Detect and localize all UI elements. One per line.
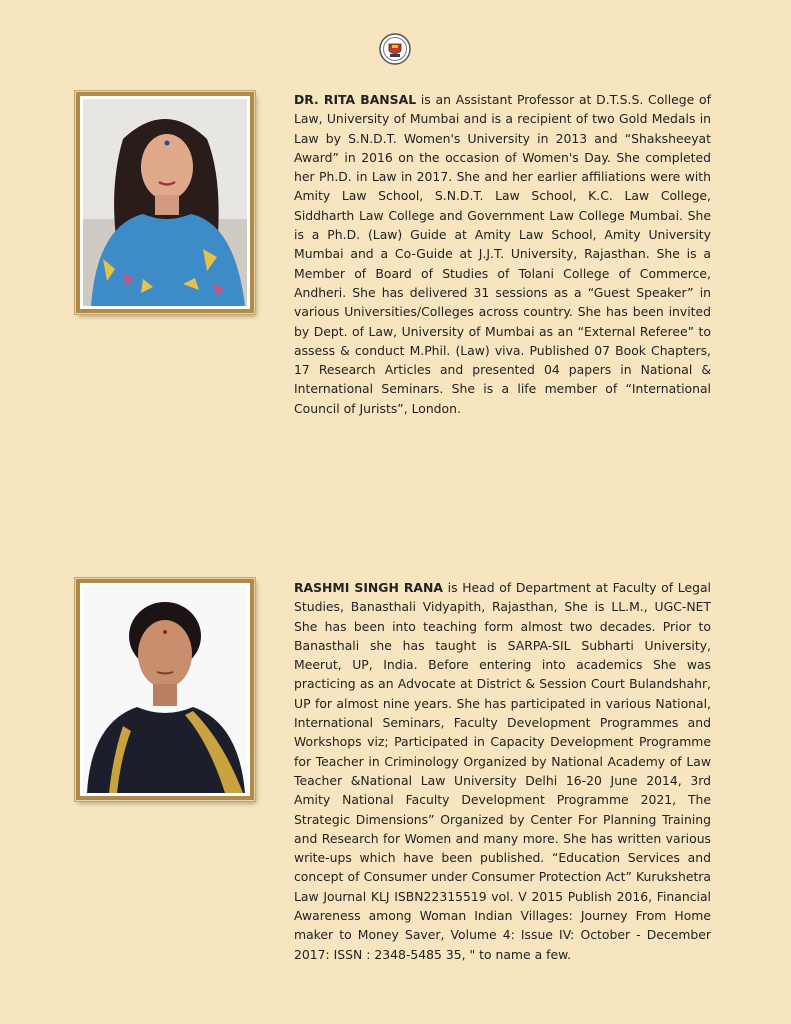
profile-photo-rashmi-singh-rana xyxy=(76,579,254,800)
profile-name: RASHMI SINGH RANA xyxy=(294,580,443,595)
profile-photo-rita-bansal xyxy=(76,92,254,313)
profile-description: is an Assistant Professor at D.T.S.S. College of Law, University of Mumbai and is a recipient of two Gold Medals in Law by S.N.D.T. Women's University in 2013 and “Shaksheeyat Award” in 2016 on the occasion of Women's Day. She completed her Ph.D. in Law in 2017. She and her earlier affiliations were with Amity Law School, S.N.D.T. Law School, K.C. Law College, Siddharth Law College and Government Law College Mumbai. She is a Ph.D. (Law) Guide at Amity Law School, Amity University Mumbai and a Co-Guide at J.J.T. University, Rajasthan. She is a Member of Board of Studies of Tolani College of Commerce, Andheri. She has delivered 31 sessions as a “Guest Speaker” in various Universities/Colleges across country. She has been invited by Dept. of Law, University of Mumbai as an “External Referee” to assess & conduct M.Phil. (Law) viva. Published 07 Book Chapters, 17 Research Articles and presented 04 papers in National & International Seminars. She is a life member of “International Council of Jurists”, London. xyxy=(294,92,711,416)
profile-bio-rita-bansal xyxy=(294,90,711,418)
profile-description: is Head of Department at Faculty of Legal Studies, Banasthali Vidyapith, Rajasthan, She is LL.M., UGC-NET She has been into teaching form almost two decades. Prior to Banasthali she has taught is SARPA-SIL Subharti University, Meerut, UP, India. Before entering into academics She was practicing as an Advocate at District & Session Court Bulandshahr, UP for almost nine years. She has participated in various National, International Seminars, Faculty Development Programmes and Workshops viz; Participated in Capacity Development Programme for Teacher in Criminology Organized by National Academy of Law Teacher &National Law University Delhi 16-20 June 2014, 3rd Amity National Faculty Development Programme 2021, The Strategic Dimensions” Organized by Center For Planning Training and Research for Women and many more. She has written various write-ups which have been published. “Education Services and concept of Consumer under Consumer Protection Act” Kurukshetra Law Journal KLJ ISBN22315519 vol. V 2015 Publish 2016, Financial Awareness among Woman Indian Villages: Journey From Home maker to Money Saver, Volume 4: Issue IV: October - December 2017: ISSN : 2348-5485 35, " to name a few. xyxy=(294,580,711,962)
profile-name: DR. RITA BANSAL xyxy=(294,92,417,107)
institution-emblem-icon xyxy=(379,33,411,65)
profile-bio-rashmi-singh-rana xyxy=(294,578,711,964)
